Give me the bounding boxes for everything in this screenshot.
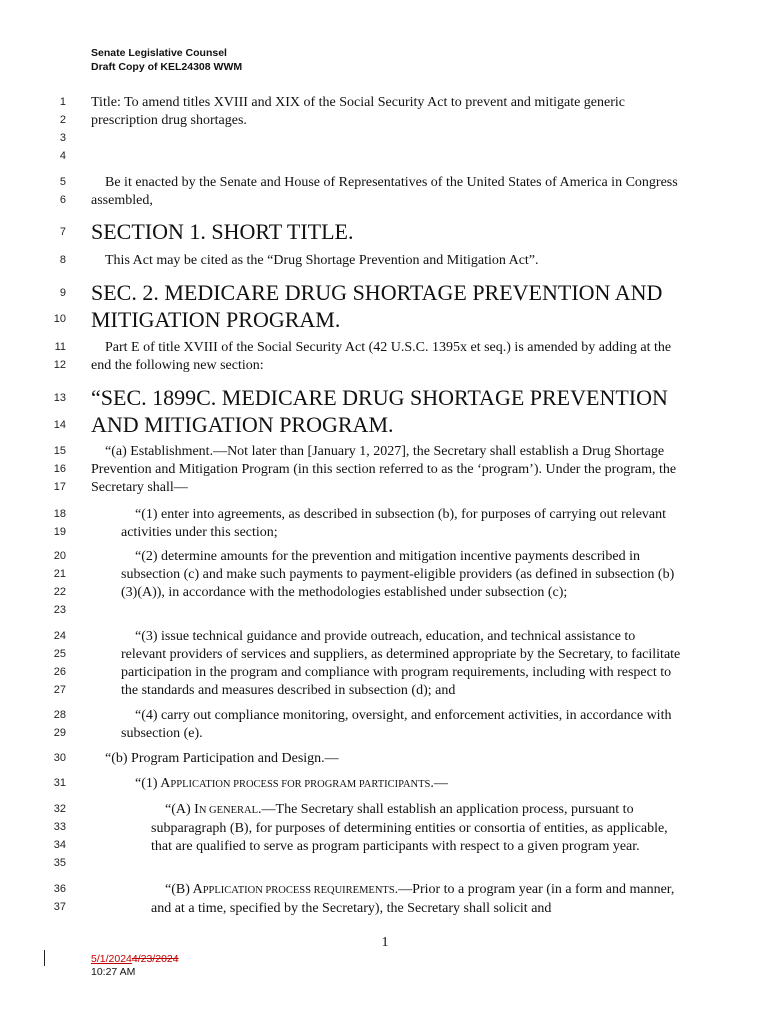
section-2-heading: SEC. 2. MEDICARE DRUG SHORTAGE PREVENTION AND MITIGATION PROGRAM. — [91, 280, 663, 332]
footer-time: 10:27 AM — [91, 966, 136, 978]
enacting-clause — [91, 174, 681, 210]
line-number: 29 — [53, 727, 66, 739]
subparagraph-bB-prefix: “(B) A — [165, 882, 203, 897]
line-number: 5 — [59, 176, 66, 188]
deleted-date: 4/23/2024 — [131, 953, 179, 965]
line-number: 16 — [53, 463, 66, 475]
line-number: 36 — [53, 883, 66, 895]
subsection-a — [91, 443, 681, 497]
line-number: 25 — [53, 648, 66, 660]
paragraph-a3 — [121, 628, 681, 700]
change-bar — [44, 950, 45, 966]
subparagraph-bB-text: .—Prior to a program year (in a form and manner, and at a time, specified by the Secretary), the Secretary shall solicit and — [151, 882, 675, 916]
line-number: 35 — [53, 857, 66, 869]
paragraph-a1 — [121, 506, 681, 542]
line-number: 33 — [53, 821, 66, 833]
subsection-b-text: “(b) Program Participation and Design.— — [105, 751, 339, 766]
line-number: 21 — [53, 568, 66, 580]
paragraph-b1-heading: PPLICATION PROCESS FOR PROGRAM PARTICIPANTS — [170, 779, 431, 790]
inserted-date: 5/1/2024 — [91, 953, 132, 965]
subparagraph-bB — [151, 881, 681, 918]
paragraph-a2-text: “(2) determine amounts for the prevention and mitigation incentive payments described in subsection (c) and make such payments to payment-eligible providers (as defined in subsection (b)(3)(A)), in accordance with the methodologies established under subsection (c); — [121, 549, 675, 600]
line-number: 12 — [53, 359, 66, 371]
line-number: 15 — [53, 445, 66, 457]
subparagraph-bA-prefix: “(A) I — [165, 802, 199, 817]
header-draft-id: Draft Copy of KEL24308 WWM — [91, 61, 243, 73]
section-1-text — [91, 252, 681, 270]
line-number: 26 — [53, 666, 66, 678]
subsection-a-text: “(a) Establishment.—Not later than [January 1, 2027], the Secretary shall establish a Drug Shortage Prevention and Mitigation Program (in this section referred to as the ‘program’). Under the program, the Secretary shall— — [91, 444, 677, 495]
subsection-b — [91, 750, 681, 768]
page-number: 1 — [381, 935, 389, 950]
line-number: 20 — [53, 550, 66, 562]
subparagraph-bA — [151, 801, 681, 856]
section-2-text — [91, 339, 681, 375]
line-number: 10 — [53, 313, 66, 325]
line-number: 14 — [53, 419, 66, 431]
line-number: 37 — [53, 901, 66, 913]
paragraph-a3-text: “(3) issue technical guidance and provide outreach, education, and technical assistance to relevant providers of services and suppliers, as determined appropriate by the Secretary, to facilitate participation in the program and compliance with program requirements, including with respect to the standards and measures described in subsection (d); and — [121, 629, 681, 698]
paragraph-b1 — [121, 775, 681, 794]
line-number: 7 — [59, 226, 66, 238]
line-number: 34 — [53, 839, 66, 851]
enacting-clause-text: Be it enacted by the Senate and House of Representatives of the United States of America in Congress assembled, — [91, 175, 678, 208]
draft-header — [91, 46, 242, 74]
short-title-text: This Act may be cited as the “Drug Shortage Prevention and Mitigation Act”. — [105, 253, 539, 268]
line-number: 3 — [59, 132, 66, 144]
footer-timestamp — [91, 953, 179, 979]
paragraph-a4-text: “(4) carry out compliance monitoring, oversight, and enforcement activities, in accordance with subsection (e). — [121, 708, 672, 741]
paragraph-b1-suffix: .— — [430, 776, 448, 791]
subparagraph-bA-text: .—The Secretary shall establish an application process, pursuant to subparagraph (B), for purposes of determining entities or consortia of entities, as applicable, that are qualified to serve as program participants with respect to a given program year. — [151, 802, 668, 854]
line-number: 32 — [53, 803, 66, 815]
paragraph-a2 — [121, 548, 681, 602]
line-number: 27 — [53, 684, 66, 696]
bill-title: Title: To amend titles XVIII and XIX of the Social Security Act to prevent and mitigate generic prescription drug shortages. — [91, 95, 626, 128]
line-number: 11 — [54, 341, 66, 353]
line-number: 9 — [59, 287, 66, 299]
line-number: 30 — [53, 752, 66, 764]
line-number: 17 — [53, 481, 66, 493]
amendment-instruction: Part E of title XVIII of the Social Security Act (42 U.S.C. 1395x et seq.) is amended by adding at the end the following new section: — [91, 340, 672, 373]
paragraph-a4 — [121, 707, 681, 743]
line-number: 8 — [59, 254, 66, 266]
line-number: 18 — [53, 508, 66, 520]
subparagraph-bB-heading: PPLICATION PROCESS REQUIREMENTS — [202, 885, 395, 896]
line-number: 1 — [59, 96, 66, 108]
subparagraph-bA-heading: N GENERAL — [198, 805, 259, 816]
line-number: 31 — [53, 777, 66, 789]
line-number: 13 — [53, 392, 66, 404]
paragraph-b1-prefix: “(1) A — [135, 776, 171, 791]
section-1-heading: SECTION 1. SHORT TITLE. — [91, 219, 354, 244]
line-number: 6 — [59, 194, 66, 206]
line-number: 22 — [53, 586, 66, 598]
section-1899c-heading: “SEC. 1899C. MEDICARE DRUG SHORTAGE PREVENTION AND MITIGATION PROGRAM. — [91, 385, 668, 437]
line-number: 2 — [59, 114, 66, 126]
line-number: 23 — [53, 604, 66, 616]
line-number: 24 — [53, 630, 66, 642]
paragraph-a1-text: “(1) enter into agreements, as described in subsection (b), for purposes of carrying out relevant activities under this section; — [121, 507, 667, 540]
line-number: 28 — [53, 709, 66, 721]
header-office: Senate Legislative Counsel — [91, 47, 227, 59]
line-number: 4 — [59, 150, 66, 162]
line-number: 19 — [53, 526, 66, 538]
